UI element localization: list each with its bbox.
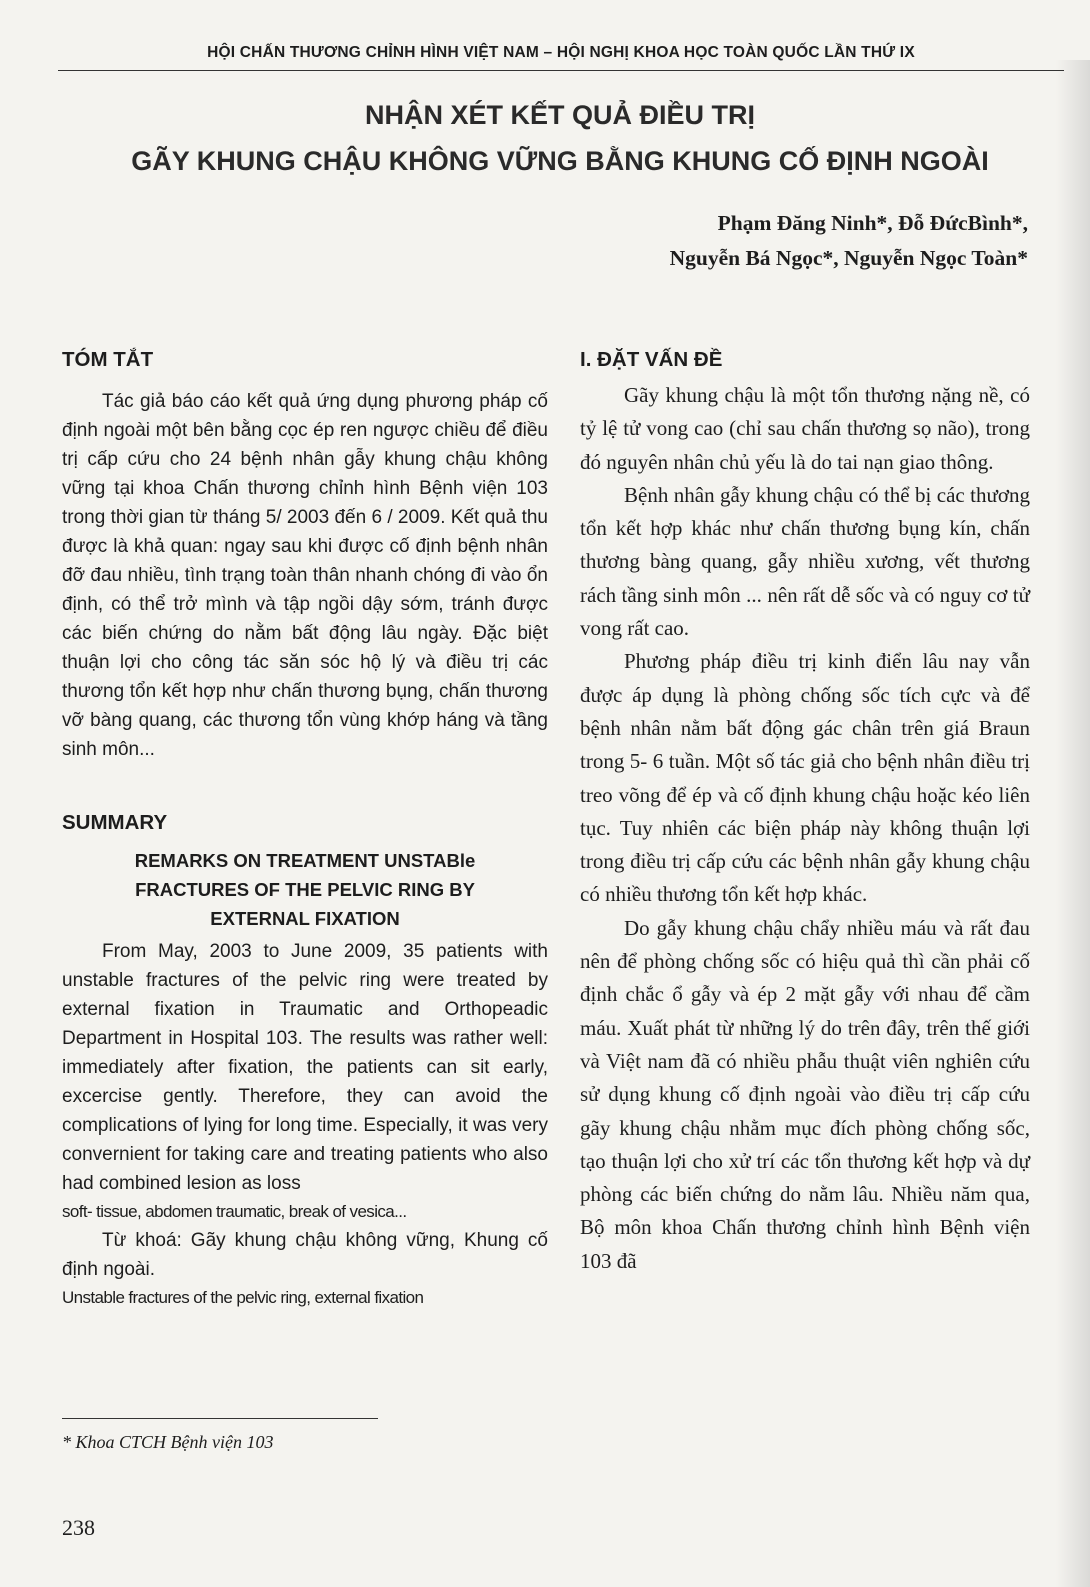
page-edge-shadow bbox=[1056, 60, 1090, 1587]
summary-title bbox=[62, 846, 548, 933]
summary-title-line-3: EXTERNAL FIXATION bbox=[210, 908, 400, 929]
title-line-2: GÃY KHUNG CHẬU KHÔNG VỮNG BẰNG KHUNG CỐ ĐỊNH NGOÀI bbox=[131, 146, 989, 176]
authors-line-2: Nguyễn Bá Ngọc*, Nguyễn Ngọc Toàn* bbox=[669, 246, 1028, 270]
keywords-vi: Từ khoá: Gãy khung chậu không vững, Khung cố định ngoài. bbox=[62, 1230, 548, 1280]
summary-text-tail: soft- tissue, abdomen traumatic, break of vesica... bbox=[62, 1202, 407, 1221]
intro-paragraph-1: Gãy khung chậu là một tổn thương nặng nề, có tỷ lệ tử vong cao (chỉ sau chấn thương sọ não), trong đó nguyên nhân chủ yếu là do tai nạn giao thông. bbox=[580, 383, 1030, 474]
left-column bbox=[62, 345, 548, 1312]
summary-text: From May, 2003 to June 2009, 35 patients with unstable fractures of the pelvic ring were treated by external fixation in Traumatic and Orthopeadic Department in Hospital 103. The results was rather well: immediately after fixation, the patients can sit early, excercise gently. Therefore, they can avoid the complications of lying for long time. Especially, it was very convernient for taking care and treating patients who also had combined lesion as loss bbox=[62, 941, 548, 1194]
page-number: 238 bbox=[62, 1515, 95, 1540]
author-list bbox=[468, 206, 1028, 276]
abstract-text: Tác giả báo cáo kết quả ứng dụng phương pháp cố định ngoài một bên bằng cọc ép ren ngược chiều để điều trị cấp cứu cho 24 bệnh nhân gẫy khung chậu không vững tại khoa Chấn thương chỉnh hình Bệnh viện 103 trong thời gian từ tháng 5/ 2003 đến 6 / 2009. Kết quả thu được là khả quan: ngay sau khi được cố định bệnh nhân đỡ đau nhiều, tình trạng toàn thân nhanh chóng đi vào ổn định, có thể trở mình và tập ngồi dậy sớm, tránh được các biến chứng do nằm bất động lâu ngày. Đặc biệt thuận lợi cho công tác săn sóc hộ lý và điều trị các thương tổn kết hợp như chấn thương bụng, chấn thương vỡ bàng quang, các thương tổn vùng khớp háng và tầng sinh môn... bbox=[62, 391, 548, 760]
header-rule bbox=[58, 70, 1064, 71]
title-line-1: NHẬN XÉT KẾT QUẢ ĐIỀU TRỊ bbox=[364, 100, 755, 130]
running-head: HỘI CHẤN THƯƠNG CHỈNH HÌNH VIỆT NAM – HỘI NGHỊ KHOA HỌC TOÀN QUỐC LẦN THỨ IX bbox=[207, 44, 915, 61]
footnote-rule bbox=[62, 1418, 378, 1419]
intro-paragraph-4: Do gẫy khung chậu chẩy nhiều máu và rất đau nên để phòng chống sốc có hiệu quả thì cần phải cố định chắc ổ gẫy và ép 2 mặt gẫy với nhau để cầm máu. Xuất phát từ những lý do trên đây, trên thế giới và Việt nam đã có nhiều phẫu thuật viên nghiên cứu sử dụng khung cố định ngoài vào điều trị cấp cứu gãy khung chậu nhằm mục đích phòng chống sốc, tạo thuận lợi cho xử trí các tổn thương kết hợp và dự phòng các biến chứng do nằm lâu. Nhiều năm qua, Bộ môn khoa Chấn thương chỉnh hình Bệnh viện 103 đã bbox=[580, 915, 1030, 1273]
summary-heading: SUMMARY bbox=[62, 811, 168, 834]
intro-paragraph-3: Phương pháp điều trị kinh điển lâu nay vẫn được áp dụng là phòng chống sốc tích cực và để bệnh nhân nằm bất động gác chân trên giá Braun trong 5- 6 tuần. Một số tác giả cho bệnh nhân điều trị treo võng để ép và cố định khung chậu hoặc kéo liên tục. Tuy nhiên các biện pháp này không thuận lợi trong điều trị cấp cứu các bệnh nhân gẫy khung chậu có nhiều thương tổn kết hợp khác. bbox=[580, 649, 1030, 907]
summary-title-line-1: REMARKS ON TREATMENT UNSTABle bbox=[134, 850, 476, 871]
footnote: * Khoa CTCH Bệnh viện 103 bbox=[62, 1432, 274, 1452]
authors-line-1: Phạm Đăng Ninh*, Đỗ ĐứcBình*, bbox=[717, 211, 1028, 235]
intro-paragraph-2: Bệnh nhân gẫy khung chậu có thể bị các thương tổn kết hợp khác như chấn thương bụng kín, chấn thương bàng quang, gẫy nhiều xương, vết thương rách tầng sinh môn ... nên rất dễ sốc và có nguy cơ tử vong rất cao. bbox=[580, 482, 1030, 641]
keywords-en: Unstable fractures of the pelvic ring, external fixation bbox=[62, 1288, 424, 1307]
summary-title-line-2: FRACTURES OF THE PELVIC RING BY bbox=[135, 879, 475, 900]
abstract-heading: TÓM TẮT bbox=[62, 348, 154, 371]
article-title bbox=[60, 92, 1060, 184]
intro-heading: I. ĐẶT VẤN ĐỀ bbox=[580, 348, 723, 371]
right-column bbox=[580, 345, 1030, 1278]
